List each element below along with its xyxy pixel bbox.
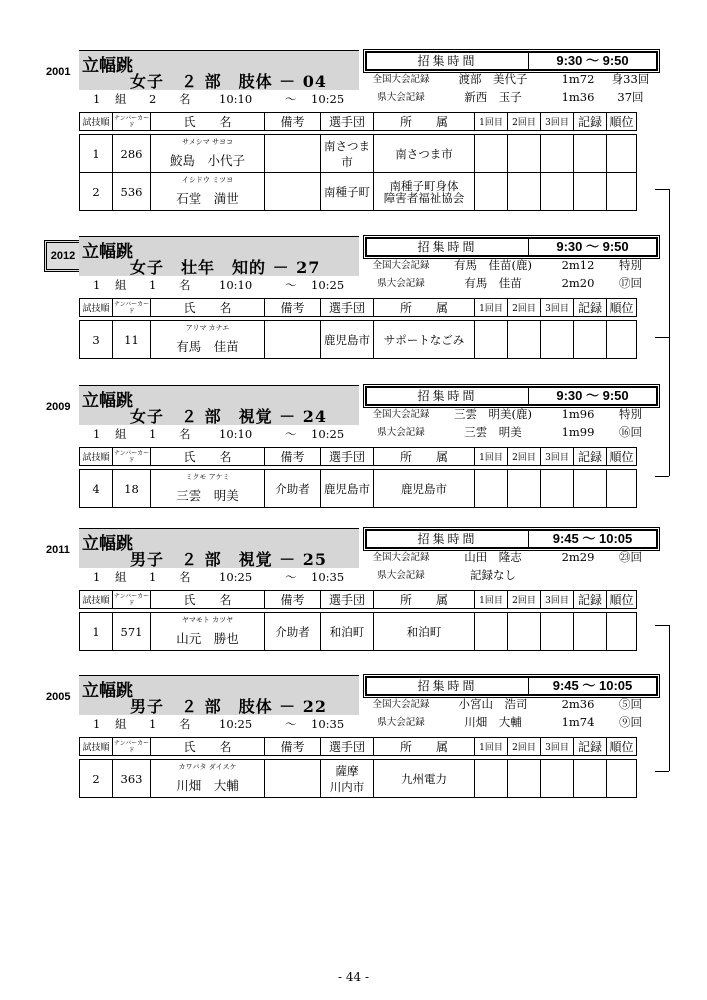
national-record-label: 全国大会記録 bbox=[372, 699, 430, 710]
results-header bbox=[79, 298, 637, 317]
header-team: 選手団 bbox=[321, 299, 374, 317]
athlete-order: 1 bbox=[80, 613, 113, 651]
header-order: 試技順 bbox=[80, 591, 113, 609]
header-r1: 1回目 bbox=[475, 299, 508, 317]
header-rank: 順位 bbox=[607, 448, 637, 466]
call-time-value: 9:45 ～ 10:05 bbox=[552, 531, 633, 546]
event-code: 2011 bbox=[46, 544, 70, 556]
athlete-name-cell bbox=[151, 470, 265, 508]
athlete-name-wrap bbox=[151, 613, 264, 650]
header-affil: 所 属 bbox=[374, 738, 475, 756]
prefectural-record-count: ⑰回 bbox=[619, 276, 642, 290]
national-record-mark: 2m36 bbox=[561, 697, 595, 711]
national-record-count: ㉓回 bbox=[619, 550, 642, 564]
athlete-r3 bbox=[541, 470, 574, 508]
group-start-time: 10:25 bbox=[219, 570, 253, 584]
results-header bbox=[79, 447, 637, 466]
header-r2: 2回目 bbox=[508, 591, 541, 609]
athlete-r3 bbox=[541, 760, 574, 798]
header-number_card: ナンバーカード bbox=[113, 449, 150, 464]
prefectural-record-label: 県大会記録 bbox=[377, 278, 425, 289]
connector-line bbox=[655, 771, 669, 772]
event-name: 立幅跳 bbox=[82, 681, 133, 701]
athlete-name: 鮫島 小代子 bbox=[169, 153, 245, 168]
national-record-count: 特別 bbox=[619, 407, 642, 421]
national-record-label: 全国大会記録 bbox=[372, 260, 430, 271]
athlete-r2 bbox=[508, 470, 541, 508]
athlete-rank bbox=[607, 613, 637, 651]
prefectural-record-row bbox=[365, 714, 654, 731]
athlete-r1 bbox=[475, 173, 508, 211]
athlete-name: 川畑 大輔 bbox=[176, 778, 239, 793]
prefectural-record-row bbox=[365, 424, 654, 441]
group-kumi: 組 bbox=[115, 278, 127, 292]
event-class: 男子 ２ 部 視覚 － 25 bbox=[130, 550, 327, 569]
prefectural-record-mark bbox=[549, 567, 607, 584]
connector-line bbox=[655, 189, 669, 190]
header-note: 備考 bbox=[265, 113, 321, 131]
athlete-rank bbox=[607, 760, 637, 798]
header-affil: 所 属 bbox=[374, 299, 475, 317]
athlete-number: 18 bbox=[113, 470, 151, 508]
header-rank: 順位 bbox=[607, 591, 637, 609]
athlete-affiliation: 南さつま市 bbox=[374, 135, 475, 173]
prefectural-record-label: 県大会記録 bbox=[377, 427, 425, 438]
national-record-count: ⑤回 bbox=[619, 697, 642, 711]
prefectural-record-count bbox=[607, 567, 654, 584]
athlete-r2 bbox=[508, 321, 541, 359]
athlete-affiliation: サポートなごみ bbox=[374, 321, 475, 359]
athlete-kana: アリマ カナエ bbox=[185, 324, 230, 332]
group-mei: 名 bbox=[179, 278, 191, 292]
group-mei: 名 bbox=[179, 427, 191, 441]
group-end-time: 10:25 bbox=[311, 427, 345, 441]
athlete-r3 bbox=[541, 613, 574, 651]
header-name: 氏 名 bbox=[151, 591, 265, 609]
header-r2: 2回目 bbox=[508, 299, 541, 317]
athlete-team: 薩摩 川内市 bbox=[321, 760, 374, 798]
header-note: 備考 bbox=[265, 738, 321, 756]
event-code: 2001 bbox=[46, 66, 71, 78]
call-time-box bbox=[365, 676, 658, 696]
athlete-note bbox=[265, 321, 321, 359]
national-record-mark: 1m72 bbox=[561, 72, 595, 86]
results-header bbox=[79, 737, 637, 756]
athlete-r2 bbox=[508, 760, 541, 798]
connector-line bbox=[669, 189, 670, 476]
athlete-r3 bbox=[541, 135, 574, 173]
prefectural-record-mark: 1m74 bbox=[561, 715, 595, 729]
call-time-label: 招集時間 bbox=[367, 531, 529, 547]
prefectural-record-row bbox=[365, 275, 654, 292]
athlete-number: 363 bbox=[113, 760, 151, 798]
athlete-team: 南種子町 bbox=[321, 173, 374, 211]
group-kumi: 組 bbox=[115, 570, 127, 584]
athlete-name-cell bbox=[151, 321, 265, 359]
call-time-value: 9:30 ～ 9:50 bbox=[556, 53, 629, 68]
national-record-label: 全国大会記録 bbox=[372, 74, 430, 85]
athlete-team: 和泊町 bbox=[321, 613, 374, 651]
athlete-number: 286 bbox=[113, 135, 151, 173]
group-number: 1 bbox=[93, 717, 101, 731]
prefectural-record-mark: 1m36 bbox=[561, 90, 595, 104]
group-start-time: 10:10 bbox=[219, 278, 253, 292]
athlete-r1 bbox=[475, 135, 508, 173]
prefectural-record-holder: 新西 玉子 bbox=[464, 90, 522, 104]
national-record-mark: 2m29 bbox=[561, 550, 595, 564]
group-start-time: 10:25 bbox=[219, 717, 253, 731]
athlete-name-wrap bbox=[151, 173, 264, 210]
header-order: 試技順 bbox=[80, 738, 113, 756]
athlete-rank bbox=[607, 321, 637, 359]
header-r1: 1回目 bbox=[475, 448, 508, 466]
event-class: 女子 壮年 知的 － 27 bbox=[130, 258, 321, 277]
header-r3: 3回目 bbox=[541, 738, 574, 756]
call-time-label: 招集時間 bbox=[367, 678, 529, 694]
header-team: 選手団 bbox=[321, 591, 374, 609]
call-time-value: 9:45 ～ 10:05 bbox=[552, 678, 633, 693]
header-r2: 2回目 bbox=[508, 738, 541, 756]
group-count: 1 bbox=[149, 570, 157, 584]
group-end-time: 10:35 bbox=[311, 570, 345, 584]
call-time-label: 招集時間 bbox=[367, 388, 529, 404]
athlete-note bbox=[265, 135, 321, 173]
athlete-order: 2 bbox=[80, 173, 113, 211]
group-number: 1 bbox=[93, 570, 101, 584]
prefectural-record-mark: 1m99 bbox=[561, 425, 595, 439]
athlete-record bbox=[574, 321, 607, 359]
group-tilde: 〜 bbox=[285, 278, 297, 292]
connector-line bbox=[655, 476, 669, 477]
athlete-row bbox=[80, 135, 637, 173]
connector-line bbox=[655, 337, 669, 338]
athlete-order: 2 bbox=[80, 760, 113, 798]
header-record: 記録 bbox=[574, 448, 607, 466]
athlete-affiliation: 和泊町 bbox=[374, 613, 475, 651]
national-record-row bbox=[365, 549, 654, 566]
athlete-r3 bbox=[541, 321, 574, 359]
call-time-value: 9:30 ～ 9:50 bbox=[556, 388, 629, 403]
group-start-time: 10:10 bbox=[219, 427, 253, 441]
athlete-record bbox=[574, 470, 607, 508]
athlete-r1 bbox=[475, 470, 508, 508]
group-count: 1 bbox=[149, 427, 157, 441]
athlete-r2 bbox=[508, 173, 541, 211]
header-name: 氏 名 bbox=[151, 448, 265, 466]
national-record-holder: 渡部 美代子 bbox=[458, 72, 528, 86]
athlete-affiliation: 九州電力 bbox=[374, 760, 475, 798]
athlete-order: 4 bbox=[80, 470, 113, 508]
header-number_card: ナンバーカード bbox=[113, 739, 150, 754]
athlete-name: 山元 勝也 bbox=[176, 631, 239, 646]
athlete-r2 bbox=[508, 135, 541, 173]
call-time-box bbox=[365, 386, 658, 406]
page-number: - 44 - bbox=[337, 970, 369, 984]
prefectural-record-holder: 記録なし bbox=[470, 568, 516, 582]
prefectural-record-count: ⑯回 bbox=[619, 425, 642, 439]
national-record-count: 身33回 bbox=[611, 72, 650, 86]
athlete-name: 石堂 満世 bbox=[176, 191, 239, 206]
prefectural-record-holder: 川畑 大輔 bbox=[464, 715, 522, 729]
athlete-number: 571 bbox=[113, 613, 151, 651]
group-number: 1 bbox=[93, 92, 101, 106]
athlete-name: 有馬 佳苗 bbox=[176, 339, 239, 354]
athlete-row bbox=[80, 173, 637, 211]
connector-line bbox=[669, 625, 670, 771]
athlete-record bbox=[574, 760, 607, 798]
national-record-row bbox=[365, 71, 654, 88]
athlete-affiliation: 南種子町身体 障害者福祉協会 bbox=[374, 173, 475, 211]
athlete-rank bbox=[607, 173, 637, 211]
national-record-row bbox=[365, 696, 654, 713]
athlete-team: 南さつま市 bbox=[321, 135, 374, 173]
prefectural-record-label: 県大会記録 bbox=[377, 570, 425, 581]
athlete-name-cell bbox=[151, 760, 265, 798]
prefectural-record-holder: 三雲 明美 bbox=[464, 425, 522, 439]
header-number_card: ナンバーカード bbox=[113, 114, 150, 129]
athlete-name-cell bbox=[151, 613, 265, 651]
connector-line bbox=[655, 625, 669, 626]
group-kumi: 組 bbox=[115, 717, 127, 731]
prefectural-record-holder: 有馬 佳苗 bbox=[464, 276, 522, 290]
group-number: 1 bbox=[93, 278, 101, 292]
group-tilde: 〜 bbox=[285, 570, 297, 584]
group-mei: 名 bbox=[179, 92, 191, 106]
results-table bbox=[79, 134, 637, 211]
prefectural-record-row bbox=[365, 567, 654, 584]
athlete-rank bbox=[607, 135, 637, 173]
group-number: 1 bbox=[93, 427, 101, 441]
header-affil: 所 属 bbox=[374, 448, 475, 466]
header-number_card: ナンバーカード bbox=[113, 592, 150, 607]
event-name: 立幅跳 bbox=[82, 242, 133, 262]
athlete-name-wrap bbox=[151, 135, 264, 172]
athlete-number: 11 bbox=[113, 321, 151, 359]
event-code: 2012 bbox=[44, 240, 82, 272]
group-row bbox=[79, 426, 365, 443]
athlete-r1 bbox=[475, 321, 508, 359]
header-affil: 所 属 bbox=[374, 113, 475, 131]
event-name: 立幅跳 bbox=[82, 534, 133, 554]
athlete-kana: イシドウ ミツヨ bbox=[181, 176, 234, 184]
national-record-mark: 2m12 bbox=[561, 258, 595, 272]
athlete-name-cell bbox=[151, 173, 265, 211]
header-rank: 順位 bbox=[607, 738, 637, 756]
header-name: 氏 名 bbox=[151, 738, 265, 756]
header-team: 選手団 bbox=[321, 448, 374, 466]
athlete-note: 介助者 bbox=[265, 613, 321, 651]
athlete-note bbox=[265, 173, 321, 211]
header-affil: 所 属 bbox=[374, 591, 475, 609]
results-table bbox=[79, 759, 637, 798]
group-row bbox=[79, 91, 365, 108]
national-record-label: 全国大会記録 bbox=[372, 552, 430, 563]
national-record-row bbox=[365, 406, 654, 423]
header-record: 記録 bbox=[574, 299, 607, 317]
call-time-value: 9:30 ～ 9:50 bbox=[556, 239, 629, 254]
call-time-box bbox=[365, 51, 658, 71]
group-row bbox=[79, 569, 365, 586]
header-number_card: ナンバーカード bbox=[113, 300, 150, 315]
national-record-row bbox=[365, 257, 654, 274]
athlete-name: 三雲 明美 bbox=[176, 488, 239, 503]
group-kumi: 組 bbox=[115, 92, 127, 106]
header-r2: 2回目 bbox=[508, 113, 541, 131]
event-name: 立幅跳 bbox=[82, 391, 133, 411]
national-record-holder: 三雲 明美(鹿) bbox=[454, 407, 532, 421]
header-name: 氏 名 bbox=[151, 113, 265, 131]
national-record-holder: 有馬 佳苗(鹿) bbox=[454, 258, 532, 272]
athlete-record bbox=[574, 613, 607, 651]
group-mei: 名 bbox=[179, 717, 191, 731]
athlete-row bbox=[80, 470, 637, 508]
athlete-order: 3 bbox=[80, 321, 113, 359]
group-count: 1 bbox=[149, 717, 157, 731]
athlete-kana: カワバタ ダイスケ bbox=[178, 763, 237, 771]
national-record-mark: 1m96 bbox=[561, 407, 595, 421]
group-row bbox=[79, 716, 365, 733]
header-order: 試技順 bbox=[80, 448, 113, 466]
group-end-time: 10:25 bbox=[311, 92, 345, 106]
group-count: 1 bbox=[149, 278, 157, 292]
header-r3: 3回目 bbox=[541, 299, 574, 317]
event-class: 女子 ２ 部 肢体 － 04 bbox=[130, 72, 327, 91]
group-tilde: 〜 bbox=[285, 92, 297, 106]
call-time-label: 招集時間 bbox=[367, 239, 529, 255]
group-start-time: 10:10 bbox=[219, 92, 253, 106]
header-rank: 順位 bbox=[607, 113, 637, 131]
header-name: 氏 名 bbox=[151, 299, 265, 317]
header-r3: 3回目 bbox=[541, 113, 574, 131]
results-table bbox=[79, 612, 637, 651]
prefectural-record-label: 県大会記録 bbox=[377, 92, 425, 103]
results-table bbox=[79, 320, 637, 359]
header-record: 記録 bbox=[574, 738, 607, 756]
header-team: 選手団 bbox=[321, 738, 374, 756]
athlete-rank bbox=[607, 470, 637, 508]
header-note: 備考 bbox=[265, 591, 321, 609]
athlete-name-wrap bbox=[151, 470, 264, 507]
header-team: 選手団 bbox=[321, 113, 374, 131]
group-end-time: 10:35 bbox=[311, 717, 345, 731]
group-tilde: 〜 bbox=[285, 717, 297, 731]
call-time-box bbox=[365, 237, 658, 257]
prefectural-record-count: ⑨回 bbox=[619, 715, 642, 729]
header-r2: 2回目 bbox=[508, 448, 541, 466]
results-header bbox=[79, 590, 637, 609]
national-record-holder: 小宮山 浩司 bbox=[458, 697, 528, 711]
event-class: 男子 ２ 部 肢体 － 22 bbox=[130, 697, 327, 716]
header-rank: 順位 bbox=[607, 299, 637, 317]
athlete-kana: ヤマモト カツヤ bbox=[181, 616, 234, 624]
group-mei: 名 bbox=[179, 570, 191, 584]
call-time-label: 招集時間 bbox=[367, 53, 529, 69]
header-record: 記録 bbox=[574, 591, 607, 609]
header-note: 備考 bbox=[265, 299, 321, 317]
athlete-team: 鹿児島市 bbox=[321, 321, 374, 359]
athlete-affiliation: 鹿児島市 bbox=[374, 470, 475, 508]
header-r1: 1回目 bbox=[475, 738, 508, 756]
athlete-order: 1 bbox=[80, 135, 113, 173]
results-table bbox=[79, 469, 637, 508]
event-code: 2009 bbox=[46, 401, 71, 413]
event-code: 2005 bbox=[46, 691, 71, 703]
prefectural-record-mark: 2m20 bbox=[561, 276, 595, 290]
athlete-name-wrap bbox=[151, 760, 264, 797]
group-end-time: 10:25 bbox=[311, 278, 345, 292]
athlete-note bbox=[265, 760, 321, 798]
header-r1: 1回目 bbox=[475, 113, 508, 131]
athlete-r2 bbox=[508, 613, 541, 651]
athlete-record bbox=[574, 173, 607, 211]
athlete-kana: サメシマ サヨコ bbox=[182, 138, 233, 146]
athlete-record bbox=[574, 135, 607, 173]
results-header bbox=[79, 112, 637, 131]
athlete-row bbox=[80, 321, 637, 359]
group-count: 2 bbox=[149, 92, 157, 106]
call-time-box bbox=[365, 529, 658, 549]
prefectural-record-row bbox=[365, 89, 654, 106]
athlete-team: 鹿児島市 bbox=[321, 470, 374, 508]
athlete-kana: ミクモ アケミ bbox=[185, 473, 230, 481]
group-tilde: 〜 bbox=[285, 427, 297, 441]
athlete-row bbox=[80, 760, 637, 798]
athlete-row bbox=[80, 613, 637, 651]
prefectural-record-label: 県大会記録 bbox=[377, 717, 425, 728]
national-record-holder: 山田 隆志 bbox=[464, 550, 522, 564]
athlete-r1 bbox=[475, 760, 508, 798]
event-name: 立幅跳 bbox=[82, 56, 133, 76]
header-r3: 3回目 bbox=[541, 448, 574, 466]
athlete-r1 bbox=[475, 613, 508, 651]
athlete-name-cell bbox=[151, 135, 265, 173]
header-order: 試技順 bbox=[80, 113, 113, 131]
header-note: 備考 bbox=[265, 448, 321, 466]
athlete-r3 bbox=[541, 173, 574, 211]
group-row bbox=[79, 277, 365, 294]
national-record-count: 特別 bbox=[619, 258, 642, 272]
athlete-number: 536 bbox=[113, 173, 151, 211]
athlete-name-wrap bbox=[151, 321, 264, 358]
header-order: 試技順 bbox=[80, 299, 113, 317]
header-r3: 3回目 bbox=[541, 591, 574, 609]
athlete-note: 介助者 bbox=[265, 470, 321, 508]
header-r1: 1回目 bbox=[475, 591, 508, 609]
header-record: 記録 bbox=[574, 113, 607, 131]
national-record-label: 全国大会記録 bbox=[372, 409, 430, 420]
prefectural-record-count: 37回 bbox=[617, 90, 644, 104]
group-kumi: 組 bbox=[115, 427, 127, 441]
event-class: 女子 ２ 部 視覚 － 24 bbox=[130, 407, 327, 426]
